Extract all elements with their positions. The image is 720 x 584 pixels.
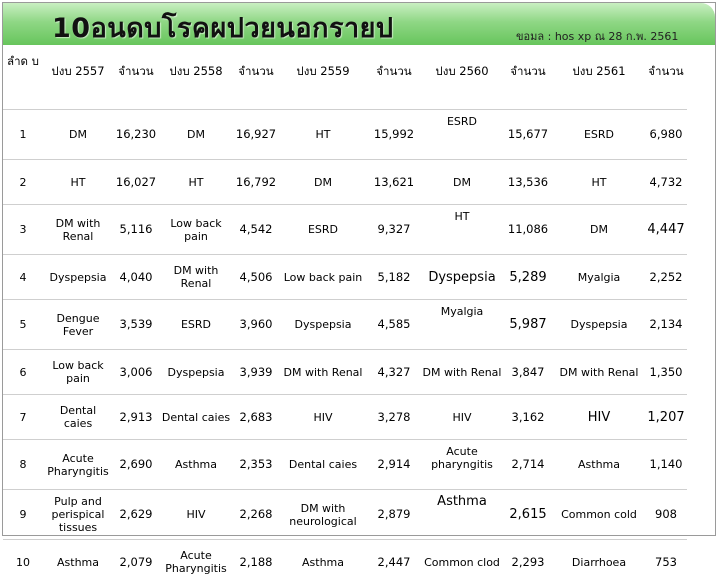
diagnosis-2557: Asthma [43, 540, 113, 584]
table-row [3, 255, 687, 300]
count-2561: 6,980 [645, 110, 687, 160]
count-2559: 5,182 [367, 255, 421, 300]
diagnosis-2557: Acute Pharyngitis [43, 440, 113, 490]
rank-cell: 7 [3, 395, 43, 440]
diagnosis-2559: HIV [279, 395, 367, 440]
count-2560: 13,536 [503, 160, 553, 205]
diagnosis-2558: Low back pain [159, 205, 233, 255]
count-2560: 3,847 [503, 350, 553, 395]
count-2561: 753 [645, 540, 687, 584]
diagnosis-2558: Acute Pharyngitis [159, 540, 233, 584]
rank-cell: 4 [3, 255, 43, 300]
count-2557: 2,690 [113, 440, 159, 490]
header-count-2561: จำนวน [645, 53, 687, 110]
count-2557: 2,079 [113, 540, 159, 584]
diagnosis-2559: Asthma [279, 540, 367, 584]
count-2561: 1,207 [645, 395, 687, 440]
rank-cell: 3 [3, 205, 43, 255]
count-2560: 3,162 [503, 395, 553, 440]
diagnosis-2561: Myalgia [553, 255, 645, 300]
diagnosis-2561: HT [553, 160, 645, 205]
count-2559: 4,585 [367, 300, 421, 350]
diagnosis-2557: Low back pain [43, 350, 113, 395]
header-year-2560: ปงบ 2560 [421, 53, 503, 110]
diagnosis-2559: Dyspepsia [279, 300, 367, 350]
outpatient-ranking-table [3, 53, 687, 584]
count-2561: 2,252 [645, 255, 687, 300]
diagnosis-2559: ESRD [279, 205, 367, 255]
count-2559: 2,447 [367, 540, 421, 584]
diagnosis-2557: DM [43, 110, 113, 160]
diagnosis-2559: HT [279, 110, 367, 160]
count-2558: 3,939 [233, 350, 279, 395]
count-2557: 2,629 [113, 490, 159, 540]
count-2559: 9,327 [367, 205, 421, 255]
diagnosis-2560: DM [421, 160, 503, 205]
diagnosis-2557: HT [43, 160, 113, 205]
count-2559: 2,914 [367, 440, 421, 490]
diagnosis-2558: HT [159, 160, 233, 205]
count-2558: 4,542 [233, 205, 279, 255]
diagnosis-2561: HIV [553, 395, 645, 440]
diagnosis-2558: Dyspepsia [159, 350, 233, 395]
table-row [3, 205, 687, 255]
diagnosis-2560: HIV [421, 395, 503, 440]
count-2560: 2,293 [503, 540, 553, 584]
rank-cell: 1 [3, 110, 43, 160]
diagnosis-2558: ESRD [159, 300, 233, 350]
rank-cell: 5 [3, 300, 43, 350]
diagnosis-2561: Diarrhoea [553, 540, 645, 584]
diagnosis-2557: Dental caies [43, 395, 113, 440]
header-year-2558: ปงบ 2558 [159, 53, 233, 110]
rank-cell: 2 [3, 160, 43, 205]
count-2558: 16,792 [233, 160, 279, 205]
diagnosis-2560: HT [421, 205, 503, 255]
rank-cell: 9 [3, 490, 43, 540]
diagnosis-2558: Asthma [159, 440, 233, 490]
count-2560: 11,086 [503, 205, 553, 255]
count-2557: 16,027 [113, 160, 159, 205]
count-2561: 1,140 [645, 440, 687, 490]
diagnosis-2560: ESRD [421, 110, 503, 160]
count-2558: 2,353 [233, 440, 279, 490]
count-2560: 2,714 [503, 440, 553, 490]
count-2558: 2,268 [233, 490, 279, 540]
table-row [3, 160, 687, 205]
count-2560: 15,677 [503, 110, 553, 160]
header-year-2561: ปงบ 2561 [553, 53, 645, 110]
count-2557: 5,116 [113, 205, 159, 255]
diagnosis-2560: Asthma [421, 490, 503, 540]
header-count-2557: จำนวน [113, 53, 159, 110]
diagnosis-2561: Asthma [553, 440, 645, 490]
count-2558: 2,188 [233, 540, 279, 584]
page-title: 10อนดบโรคผปวยนอกรายป [52, 6, 394, 49]
rank-cell: 8 [3, 440, 43, 490]
header-count-2558: จำนวน [233, 53, 279, 110]
rank-cell: 6 [3, 350, 43, 395]
header-rank: ลำด บ [3, 53, 43, 110]
count-2560: 2,615 [503, 490, 553, 540]
count-2559: 4,327 [367, 350, 421, 395]
table-row [3, 110, 687, 160]
diagnosis-2557: Pulp and perispical tissues [43, 490, 113, 540]
count-2561: 1,350 [645, 350, 687, 395]
table-row [3, 490, 687, 540]
table-row [3, 395, 687, 440]
count-2557: 2,913 [113, 395, 159, 440]
count-2558: 16,927 [233, 110, 279, 160]
diagnosis-2561: Common cold [553, 490, 645, 540]
diagnosis-2560: Common clod [421, 540, 503, 584]
diagnosis-2561: ESRD [553, 110, 645, 160]
diagnosis-2557: DM with Renal [43, 205, 113, 255]
count-2559: 2,879 [367, 490, 421, 540]
diagnosis-2559: Dental caies [279, 440, 367, 490]
count-2559: 15,992 [367, 110, 421, 160]
diagnosis-2559: DM [279, 160, 367, 205]
count-2561: 908 [645, 490, 687, 540]
diagnosis-2558: DM with Renal [159, 255, 233, 300]
source-note: ขอมล : hos xp ณ 28 ก.พ. 2561 [516, 30, 711, 43]
count-2561: 2,134 [645, 300, 687, 350]
count-2557: 3,539 [113, 300, 159, 350]
count-2558: 4,506 [233, 255, 279, 300]
count-2557: 4,040 [113, 255, 159, 300]
table-row [3, 440, 687, 490]
count-2561: 4,447 [645, 205, 687, 255]
table-row [3, 300, 687, 350]
count-2561: 4,732 [645, 160, 687, 205]
header-year-2559: ปงบ 2559 [279, 53, 367, 110]
diagnosis-2560: DM with Renal [421, 350, 503, 395]
table-header-row [3, 53, 687, 110]
diagnosis-2560: Dyspepsia [421, 255, 503, 300]
diagnosis-2558: DM [159, 110, 233, 160]
diagnosis-2558: Dental caies [159, 395, 233, 440]
count-2559: 3,278 [367, 395, 421, 440]
table-row [3, 540, 687, 584]
diagnosis-2561: DM [553, 205, 645, 255]
diagnosis-2560: Acute pharyngitis [421, 440, 503, 490]
rank-cell: 10 [3, 540, 43, 584]
count-2560: 5,987 [503, 300, 553, 350]
diagnosis-2559: Low back pain [279, 255, 367, 300]
header-count-2560: จำนวน [503, 53, 553, 110]
table-row [3, 350, 687, 395]
diagnosis-2557: Dengue Fever [43, 300, 113, 350]
count-2558: 3,960 [233, 300, 279, 350]
diagnosis-2559: DM with neurological [279, 490, 367, 540]
diagnosis-2558: HIV [159, 490, 233, 540]
count-2557: 3,006 [113, 350, 159, 395]
diagnosis-2559: DM with Renal [279, 350, 367, 395]
diagnosis-2561: Dyspepsia [553, 300, 645, 350]
count-2558: 2,683 [233, 395, 279, 440]
diagnosis-2557: Dyspepsia [43, 255, 113, 300]
diagnosis-2561: DM with Renal [553, 350, 645, 395]
header-year-2557: ปงบ 2557 [43, 53, 113, 110]
diagnosis-2560: Myalgia [421, 300, 503, 350]
count-2559: 13,621 [367, 160, 421, 205]
count-2560: 5,289 [503, 255, 553, 300]
count-2557: 16,230 [113, 110, 159, 160]
header-count-2559: จำนวน [367, 53, 421, 110]
